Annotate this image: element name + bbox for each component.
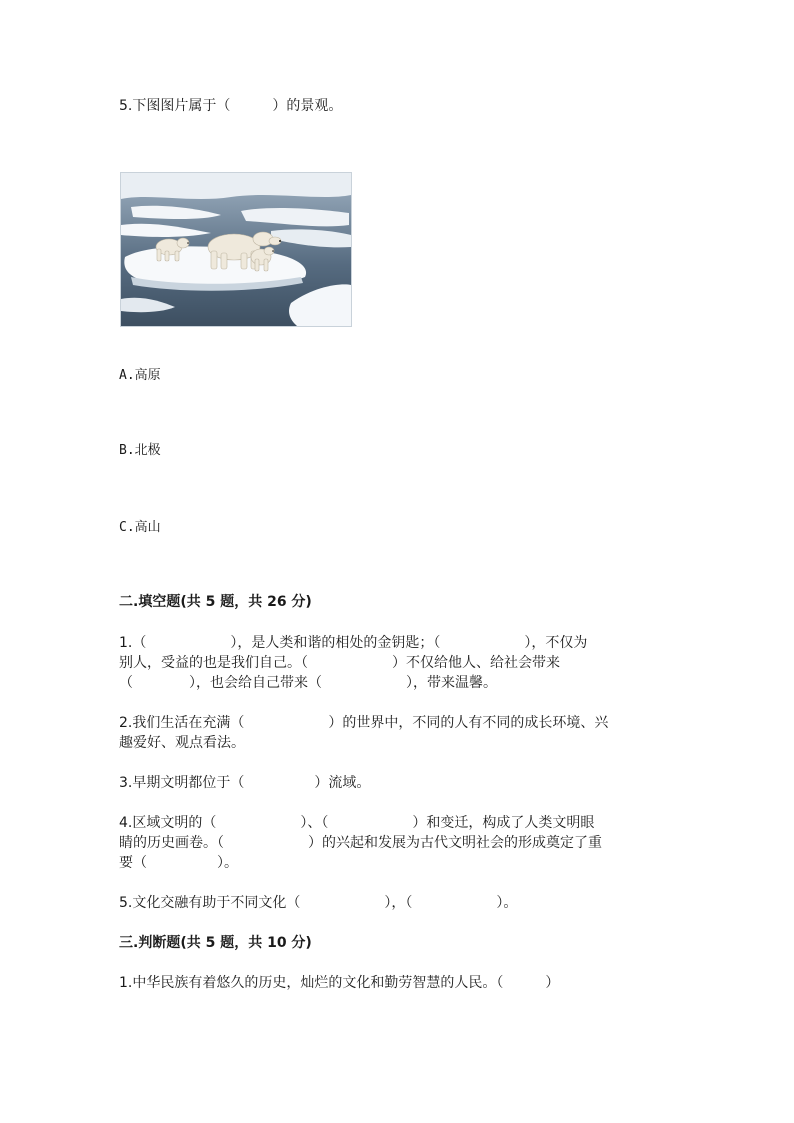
fill-q1-line1: 1.（ ），是人类和谐的相处的金钥匙；（ ），不仅为 (119, 635, 588, 651)
fill-q5: 5.文化交融有助于不同文化（ ），（ ）。 (119, 895, 518, 911)
option-b: B.北极 (119, 443, 161, 458)
fill-q1-line3: （ ），也会给自己带来（ ），带来温馨。 (119, 675, 497, 691)
fill-q4-line1: 4.区域文明的（ ）、（ ）和变迁，构成了人类文明眼 (119, 815, 595, 831)
fill-q2-line1: 2.我们生活在充满（ ）的世界中，不同的人有不同的成长环境、兴 (119, 715, 609, 731)
section-2-heading: 二.填空题(共 5 题，共 26 分) (119, 594, 312, 610)
section-3-heading: 三.判断题(共 5 题，共 10 分) (119, 935, 312, 951)
question-5-stem: 5.下图图片属于（ ）的景观。 (119, 98, 343, 114)
fill-q3: 3.早期文明都位于（ ）流域。 (119, 775, 371, 791)
fill-q4-line2: 睛的历史画卷。（ ）的兴起和发展为古代文明社会的形成奠定了重 (119, 835, 602, 851)
option-c: C.高山 (119, 520, 161, 535)
option-a: A.高原 (119, 368, 161, 383)
fill-q1-line2: 别人，受益的也是我们自己。（ ）不仅给他人、给社会带来 (119, 655, 560, 671)
fill-q4-line3: 要（ ）。 (119, 855, 238, 871)
polar-bears-photo (120, 172, 352, 327)
fill-q2-line2: 趣爱好、观点看法。 (119, 735, 245, 751)
judge-q1: 1.中华民族有着悠久的历史，灿烂的文化和勤劳智慧的人民。（ ） (119, 975, 560, 991)
